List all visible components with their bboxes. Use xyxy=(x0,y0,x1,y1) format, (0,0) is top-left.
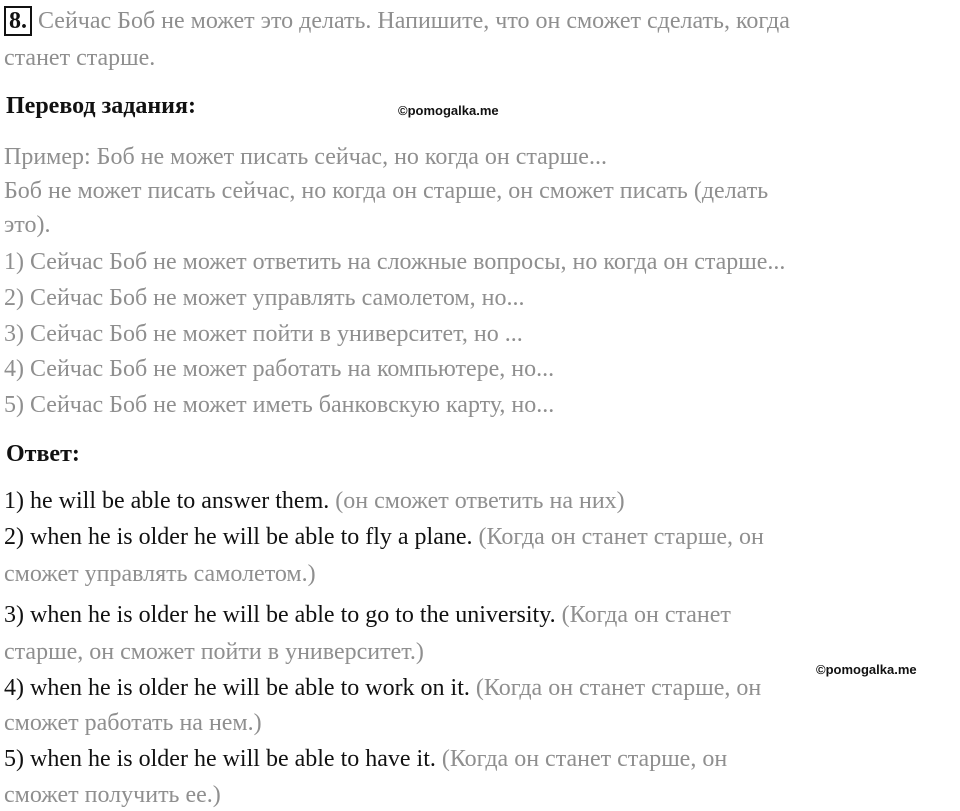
answer-english: 2) when he is older he will be able to fly a plane. xyxy=(4,524,473,550)
answer-russian: (Когда он станет старше, он xyxy=(472,524,764,550)
answer-item-2-cont: сможет управлять самолетом.) xyxy=(4,561,316,587)
answer-item-1 xyxy=(4,487,625,515)
answer-heading: Ответ: xyxy=(6,441,80,467)
translation-heading: Перевод задания: xyxy=(6,93,196,119)
translation-line: Боб не может писать сейчас, но когда он старше, он сможет писать (делать xyxy=(4,178,769,204)
translation-line: 4) Сейчас Боб не может работать на компьютере, но... xyxy=(4,356,555,382)
answer-russian: (Когда он станет xyxy=(555,602,731,628)
answer-russian: (Когда он станет старше, он xyxy=(469,675,762,701)
answer-item-5-cont: сможет получить ее.) xyxy=(4,782,221,808)
translation-line: 2) Сейчас Боб не может управлять самолетом, но... xyxy=(4,285,525,311)
translation-line: 5) Сейчас Боб не может иметь банковскую карту, но... xyxy=(4,392,555,418)
answer-item-2 xyxy=(4,523,764,551)
answer-english: 3) when he is older he will be able to go to the university. xyxy=(4,602,556,628)
translation-line: 3) Сейчас Боб не может пойти в университет, но ... xyxy=(4,321,523,347)
answer-english: 5) when he is older he will be able to have it. xyxy=(4,746,436,772)
answer-item-4-cont: сможет работать на нем.) xyxy=(4,710,262,736)
task-text-1: Сейчас Боб не может это делать. Напишите, что он сможет сделать, когда xyxy=(38,8,790,34)
answer-item-3-cont: старше, он сможет пойти в университет.) xyxy=(4,639,424,665)
answer-item-5 xyxy=(4,745,727,773)
translation-line: 1) Сейчас Боб не может ответить на сложные вопросы, но когда он старше... xyxy=(4,249,786,275)
task-number: 8. xyxy=(4,6,32,36)
answer-item-3 xyxy=(4,601,731,629)
answer-english: 1) he will be able to answer them. xyxy=(4,488,330,514)
task-statement-line-2: станет старше. xyxy=(4,45,156,71)
answer-english: 4) when he is older he will be able to work on it. xyxy=(4,675,470,701)
watermark: ©pomogalka.me xyxy=(816,662,917,677)
translation-line: Пример: Боб не может писать сейчас, но когда он старше... xyxy=(4,144,607,170)
answer-russian: (Когда он станет старше, он xyxy=(435,746,728,772)
translation-line: это). xyxy=(4,212,51,238)
answer-item-4 xyxy=(4,674,761,702)
task-statement-line-1 xyxy=(4,6,790,36)
watermark: ©pomogalka.me xyxy=(398,103,499,118)
answer-russian: (он сможет ответить на них) xyxy=(329,488,625,514)
